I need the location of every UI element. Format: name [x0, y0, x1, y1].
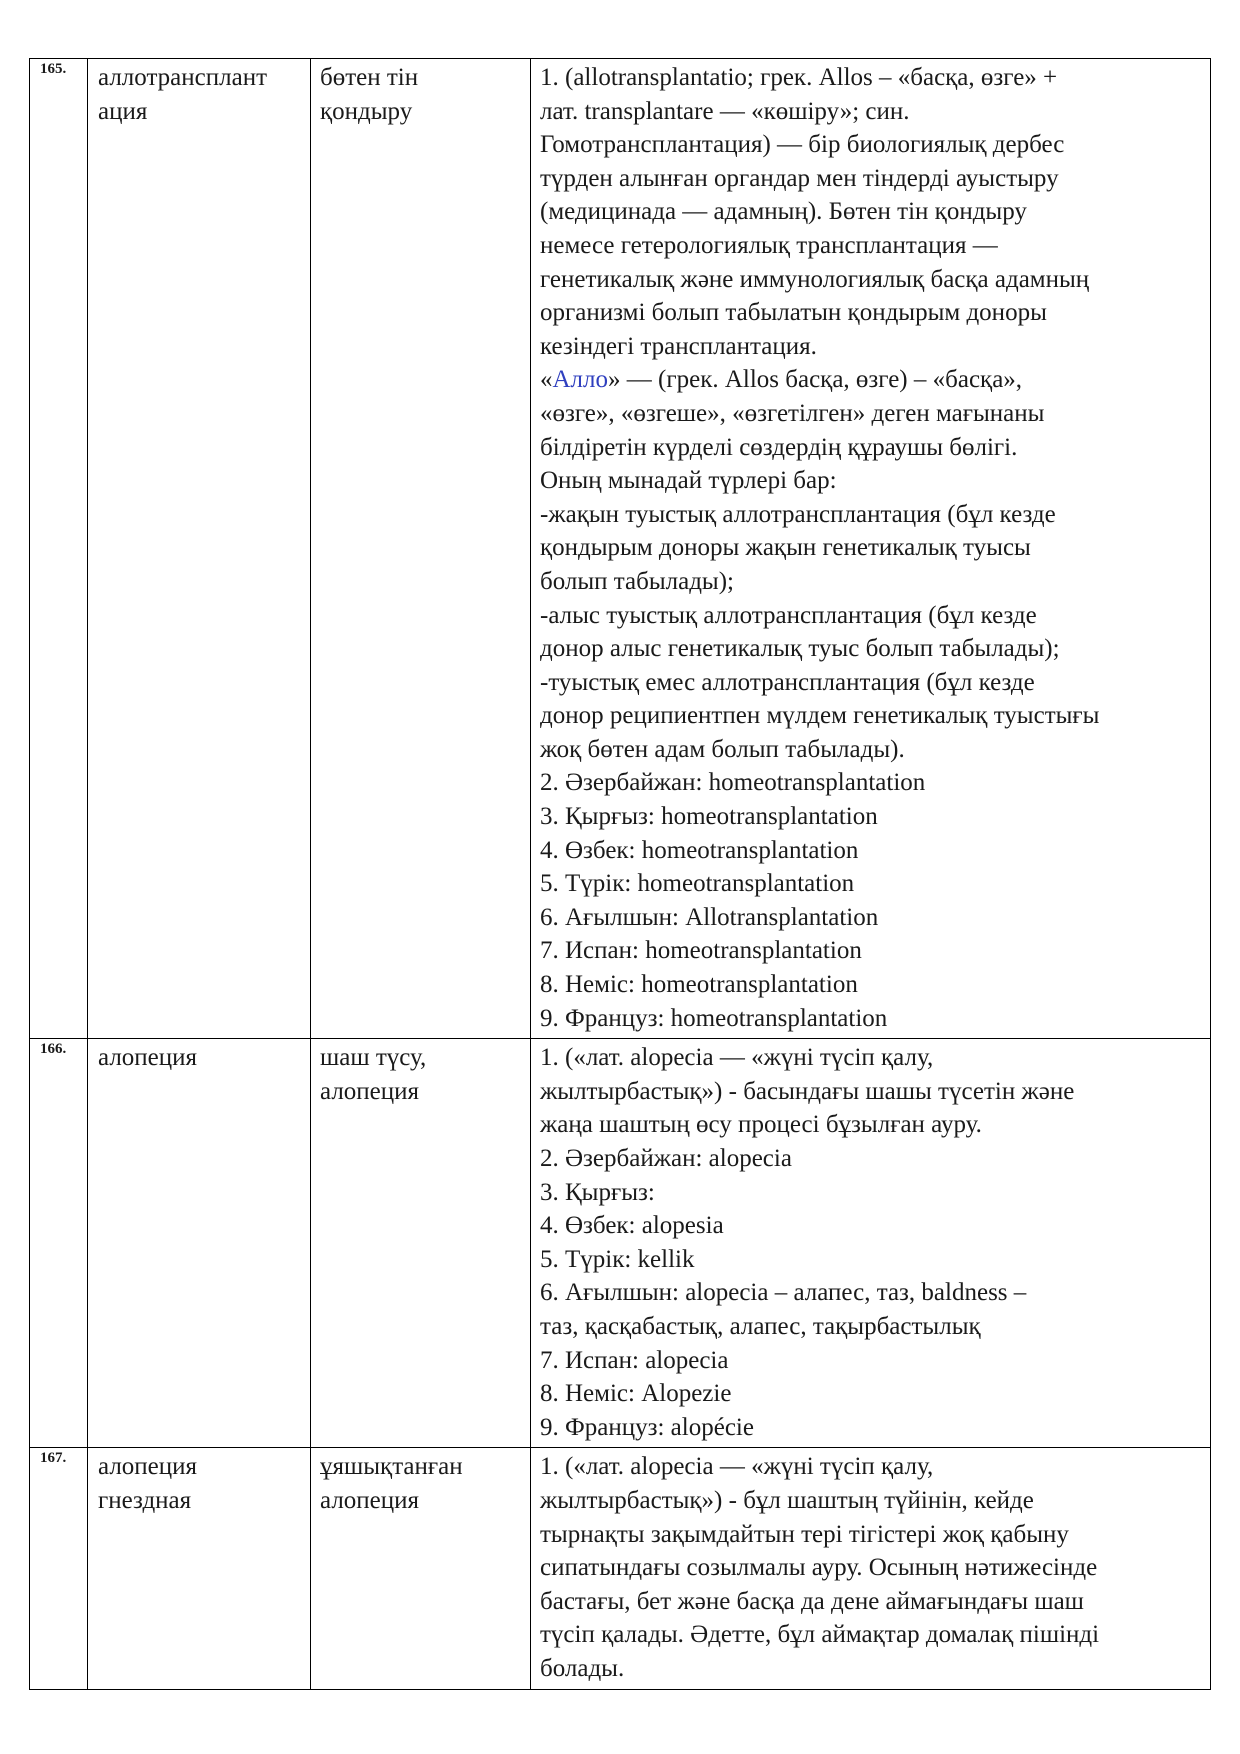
definition-line: 2. Әзербайжан: homeotransplantation — [540, 769, 926, 797]
definition-line: жылтырбастық») - басындағы шашы түсетін және — [540, 1077, 1075, 1105]
definition-line: «Алло» — (грек. Allos басқа, өзге) – «басқа», — [540, 366, 1023, 394]
definition-line: 9. Француз: homeotransplantation — [540, 1004, 888, 1032]
definition-line: лат. transplantare — «көшіру»; син. — [540, 97, 910, 125]
entry-term — [88, 59, 311, 1039]
definition-line: сипатындағы созылмалы ауру. Осының нәтижесінде — [540, 1554, 1098, 1582]
definition-line: жылтырбастық») - бұл шаштың түйінін, кейде — [540, 1486, 1034, 1514]
definition-line: түрден алынған органдар мен тіндерді ауыстыру — [540, 164, 1059, 192]
entry-term — [88, 1039, 311, 1448]
term-line: ация — [98, 97, 148, 125]
definition-line: немесе гетерологиялық трансплантация — — [540, 231, 998, 259]
definition-line: болып табылады); — [540, 567, 734, 595]
translation-line: шаш түсу, — [320, 1044, 427, 1072]
definition-line: түсіп қалады. Әдетте, бұл аймақтар домалақ пішінді — [540, 1621, 1100, 1649]
definition-line: 8. Неміс: homeotransplantation — [540, 971, 858, 999]
allo-link[interactable]: Алло — [552, 366, 609, 394]
entry-definition — [531, 1448, 1211, 1689]
definition-line: 8. Неміс: Alopezie — [540, 1380, 732, 1408]
definition-line: 7. Испан: homeotransplantation — [540, 937, 862, 965]
definition-line: «өзге», «өзгеше», «өзгетілген» деген мағынаны — [540, 399, 1045, 427]
definition-line: генетикалық және иммунологиялық басқа адамның — [540, 265, 1090, 293]
entry-definition — [531, 59, 1211, 1039]
definition-line: -жақын туыстық аллотрансплантация (бұл кезде — [540, 500, 1056, 528]
translation-line: ұяшықтанған — [320, 1453, 463, 1481]
definition-line: 5. Түрік: kellik — [540, 1245, 695, 1273]
definition-line: 3. Қырғыз: homeotransplantation — [540, 803, 878, 831]
translation-line: қондыру — [320, 97, 413, 125]
definition-line: организмі болып табылатын қондырым доноры — [540, 299, 1047, 327]
definition-line: 9. Француз: alopécie — [540, 1413, 754, 1441]
entry-number: 167. — [30, 1448, 88, 1689]
translation-line: бөтен тін — [320, 64, 419, 91]
entry-translation — [311, 1448, 531, 1689]
entry-translation — [311, 1039, 531, 1448]
definition-line: тырнақты зақымдайтын тері тігістері жоқ қабыну — [540, 1520, 1069, 1548]
definition-line: 1. («лат. alopecia — «жүні түсіп қалу, — [540, 1044, 934, 1072]
table-row — [30, 1448, 1211, 1689]
translation-line: алопеция — [320, 1077, 420, 1105]
dictionary-body — [30, 59, 1211, 1690]
translation-line: алопеция — [320, 1486, 420, 1514]
term-line: алопеция — [98, 1044, 198, 1072]
definition-line: -алыс туыстық аллотрансплантация (бұл кезде — [540, 601, 1037, 629]
definition-line: донор алыс генетикалық туыс болып табылады); — [540, 635, 1060, 663]
definition-line: 1. («лат. alopecia — «жүні түсіп қалу, — [540, 1453, 934, 1481]
term-line: аллотрансплант — [98, 64, 267, 91]
entry-number: 165. — [30, 59, 88, 1039]
definition-line: донор реципиентпен мүлдем генетикалық туыстығы — [540, 702, 1100, 730]
definition-line: 1. (allotransplantatio; грек. Allos – «басқа, өзге» + — [540, 64, 1058, 91]
term-line: алопеция — [98, 1453, 198, 1481]
definition-line: кезіндегі трансплантация. — [540, 332, 817, 360]
definition-line: таз, қасқабастық, алапес, тақырбастылық — [540, 1312, 981, 1340]
definition-line: 3. Қырғыз: — [540, 1178, 655, 1206]
entry-number: 166. — [30, 1039, 88, 1448]
definition-line: қондырым доноры жақын генетикалық туысы — [540, 534, 1031, 562]
definition-line: Оның мынадай түрлері бар: — [540, 467, 837, 495]
definition-line: (медицинада — адамның). Бөтен тін қондыру — [540, 198, 1027, 226]
definition-line: 5. Түрік: homeotransplantation — [540, 870, 855, 898]
definition-line: Гомотрансплантация) — бір биологиялық дербес — [540, 131, 1065, 159]
definition-line: 6. Ағылшын: alopecia – алапес, таз, baldness – — [540, 1279, 1027, 1307]
definition-line: 6. Ағылшын: Allotransplantation — [540, 903, 879, 931]
definition-line: 4. Өзбек: alopesia — [540, 1212, 724, 1240]
entry-definition — [531, 1039, 1211, 1448]
table-row — [30, 59, 1211, 1039]
definition-line: 7. Испан: alopecia — [540, 1346, 729, 1374]
definition-line: жоқ бөтен адам болып табылады). — [540, 735, 905, 763]
definition-line: болады. — [540, 1654, 625, 1682]
entry-translation — [311, 59, 531, 1039]
term-line: гнездная — [98, 1486, 192, 1514]
definition-line: жаңа шаштың өсу процесі бұзылған ауру. — [540, 1111, 982, 1139]
table-row — [30, 1039, 1211, 1448]
definition-line: білдіретін күрделі сөздердің құраушы бөлігі. — [540, 433, 1018, 461]
definition-line: 2. Әзербайжан: alopecia — [540, 1145, 792, 1172]
definition-line: 4. Өзбек: homeotransplantation — [540, 836, 859, 864]
dictionary-table — [29, 58, 1211, 1690]
definition-line: -туыстық емес аллотрансплантация (бұл кезде — [540, 668, 1035, 696]
definition-line: бастағы, бет және басқа да дене аймағындағы шаш — [540, 1587, 1084, 1615]
entry-term — [88, 1448, 311, 1689]
